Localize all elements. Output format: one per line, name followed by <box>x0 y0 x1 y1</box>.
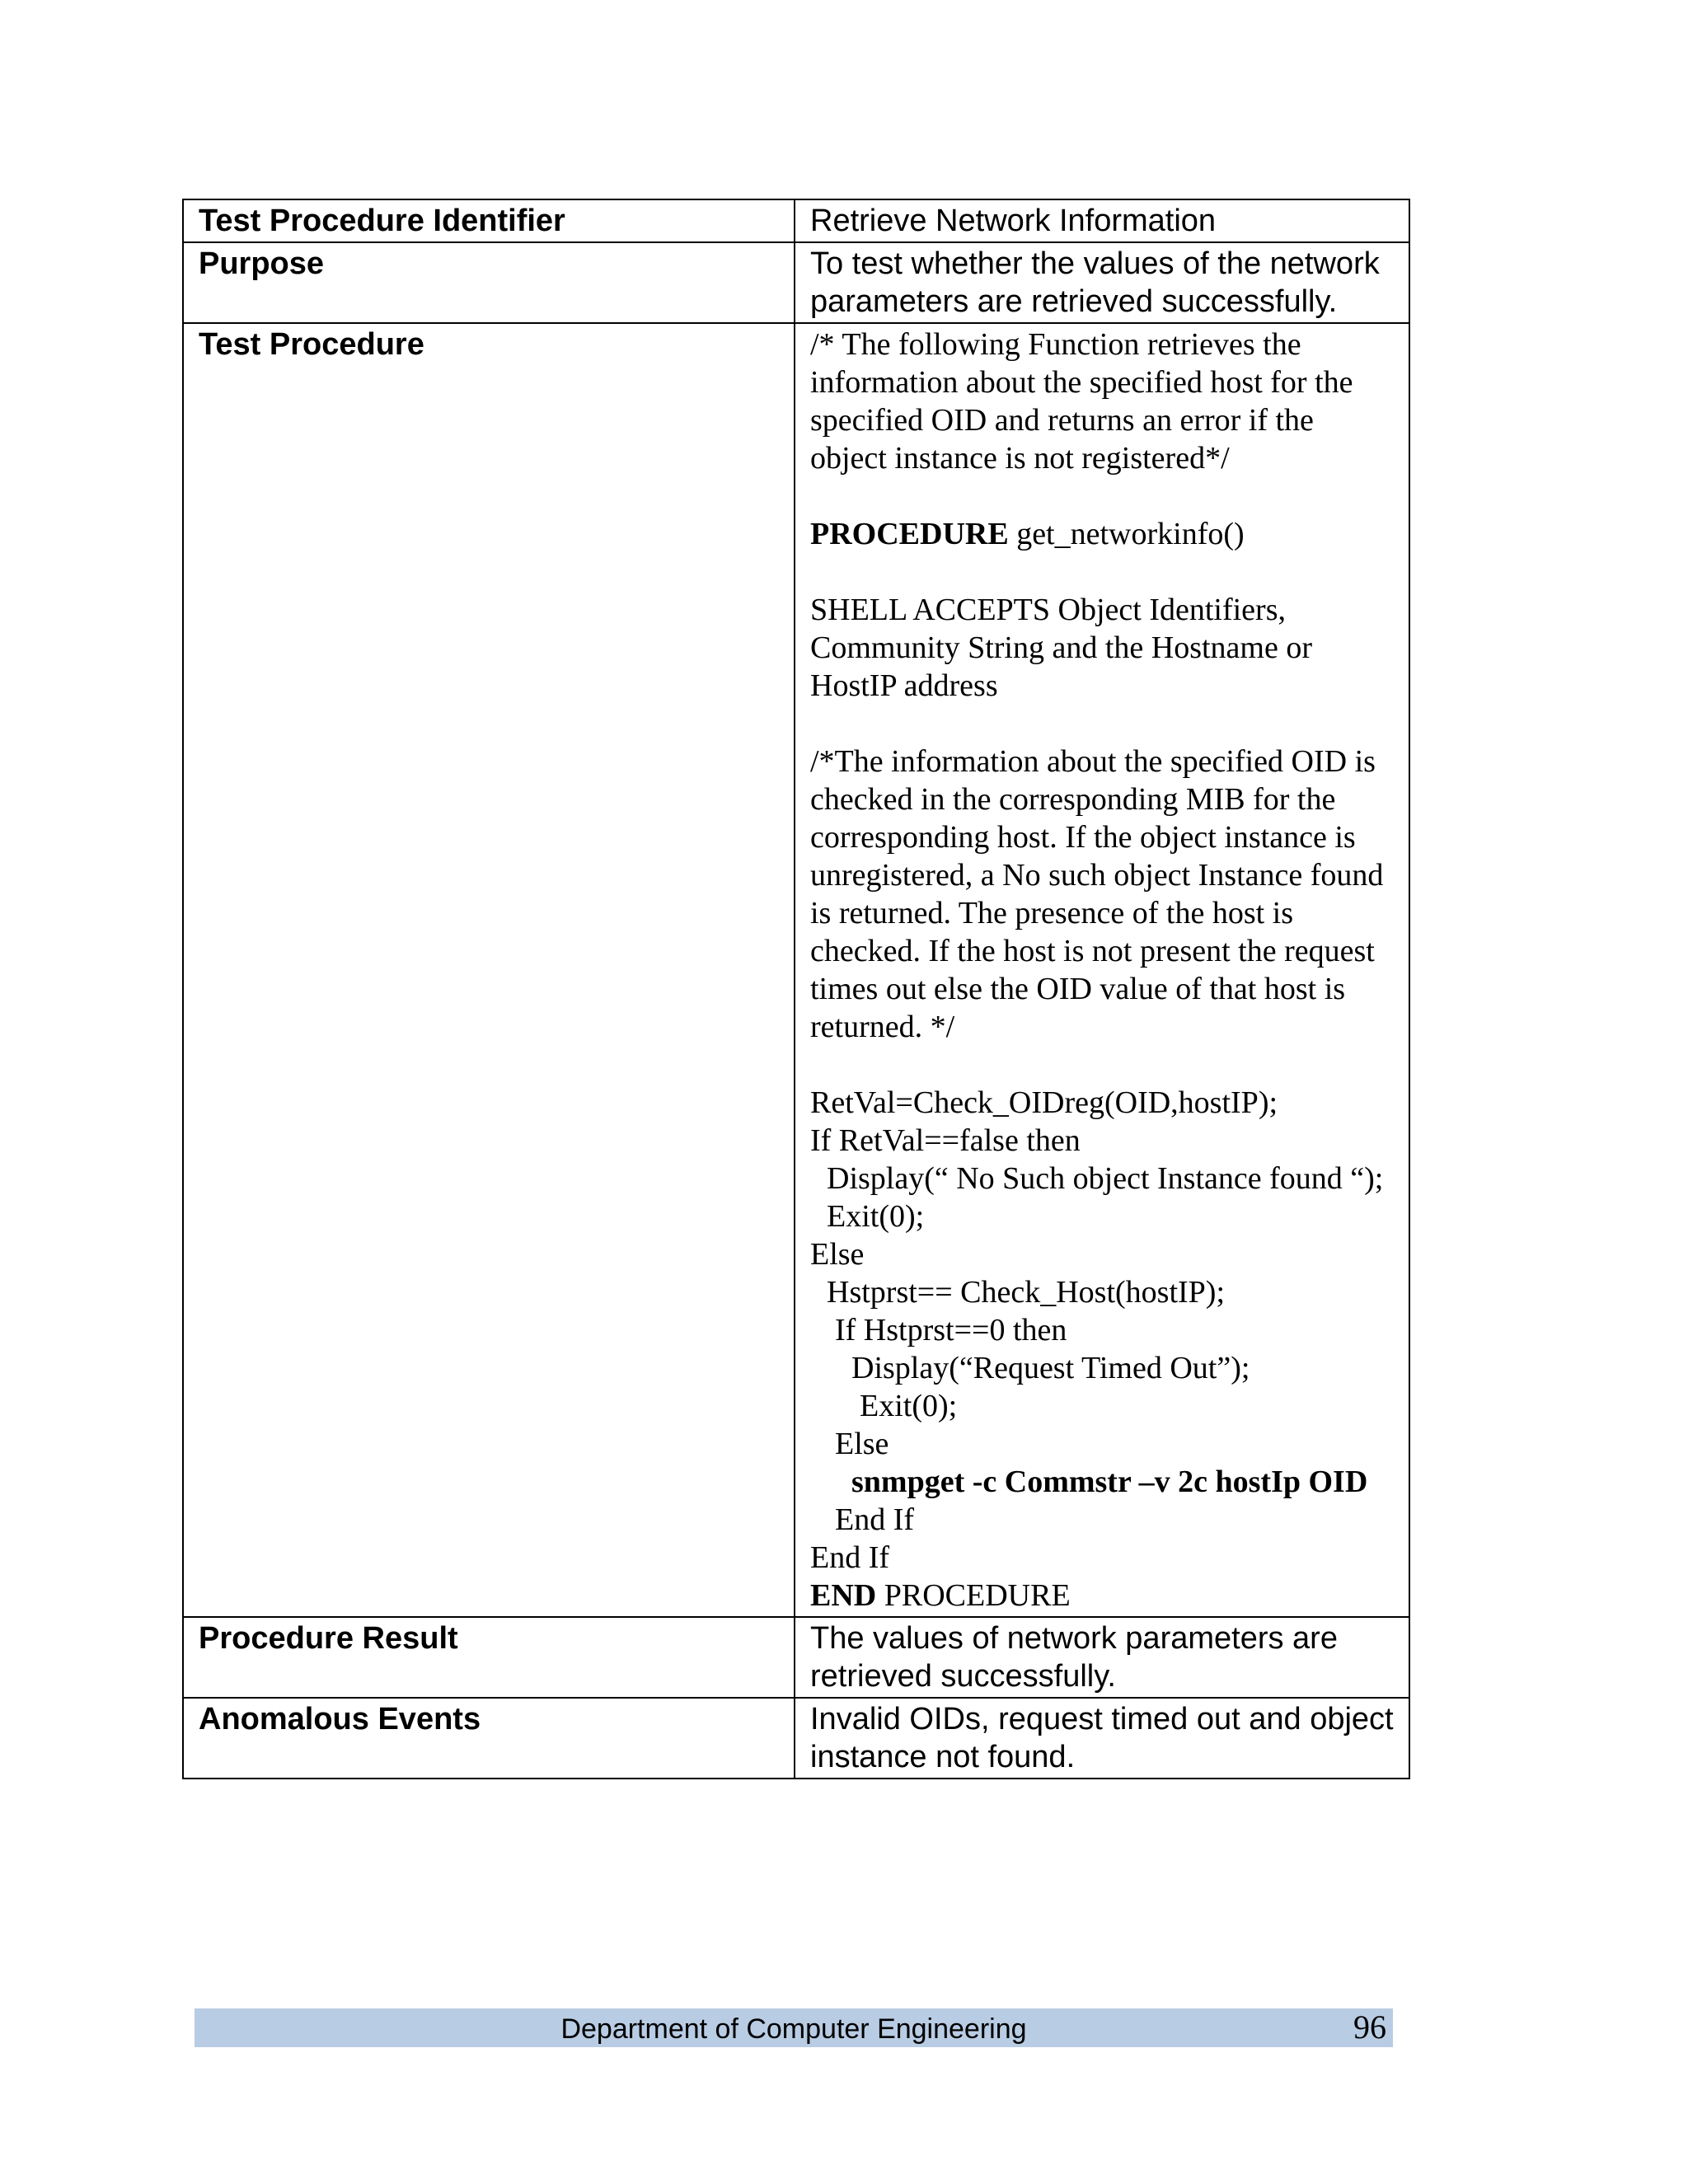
code-line: Exit(0); <box>860 1389 958 1423</box>
code-line: Display(“Request Timed Out”); <box>851 1351 1250 1385</box>
result-label: Procedure Result <box>183 1617 795 1698</box>
procedure-code <box>795 323 1409 1617</box>
code-line: Else <box>810 1237 865 1272</box>
code-line: End If <box>810 1540 890 1575</box>
code-line: Display(“ No Such object Instance found “); <box>827 1161 1384 1196</box>
purpose-label: Purpose <box>183 242 795 323</box>
procedure-name: get_networkinfo() <box>1008 517 1245 551</box>
identifier-value: Retrieve Network Information <box>795 199 1409 242</box>
procedure-comment-2: /*The information about the specified OID is checked in the corresponding MIB for the corresponding host. If the object instance is unregistered, a No such object Instance found is returned. The presence of the host is checked. If the host is not present the request times out else the OID value of that host is returned. */ <box>810 744 1384 1044</box>
table-row <box>183 242 1409 323</box>
code-line-end <box>810 1577 1394 1615</box>
table-row <box>183 1617 1409 1698</box>
footer-department: Department of Computer Engineering <box>560 2013 1027 2045</box>
code-line-snmpget: snmpget -c Commstr –v 2c hostIp OID <box>851 1465 1368 1499</box>
end-rest: PROCEDURE <box>876 1578 1071 1613</box>
code-line: Hstprst== Check_Host(hostIP); <box>827 1275 1226 1310</box>
procedure-comment-1: /* The following Function retrieves the information about the specified host for the specified OID and returns an error if the object instance is not registered*/ <box>810 327 1353 476</box>
identifier-label: Test Procedure Identifier <box>183 199 795 242</box>
anomalous-label: Anomalous Events <box>183 1698 795 1779</box>
code-line: RetVal=Check_OIDreg(OID,hostIP); <box>810 1085 1278 1120</box>
procedure-header <box>810 515 1394 553</box>
table-row <box>183 323 1409 1617</box>
procedure-label: Test Procedure <box>183 323 795 1617</box>
table-row <box>183 1698 1409 1779</box>
table-row <box>183 199 1409 242</box>
anomalous-value: Invalid OIDs, request timed out and object instance not found. <box>795 1698 1409 1779</box>
result-value: The values of network parameters are retrieved successfully. <box>795 1617 1409 1698</box>
code-line: If Hstprst==0 then <box>835 1313 1067 1347</box>
purpose-value: To test whether the values of the network parameters are retrieved successfully. <box>795 242 1409 323</box>
code-line: End If <box>835 1502 915 1537</box>
procedure-keyword: PROCEDURE <box>810 517 1009 551</box>
code-line: Exit(0); <box>827 1199 925 1234</box>
code-line: If RetVal==false then <box>810 1123 1081 1158</box>
end-keyword: END <box>810 1578 877 1613</box>
test-procedure-table <box>182 199 1410 1779</box>
page-footer <box>195 2008 1393 2047</box>
procedure-shell: SHELL ACCEPTS Object Identifiers, Community String and the Hostname or HostIP address <box>810 593 1313 703</box>
page-number: 96 <box>1353 2008 1386 2046</box>
code-line: Else <box>835 1427 889 1461</box>
